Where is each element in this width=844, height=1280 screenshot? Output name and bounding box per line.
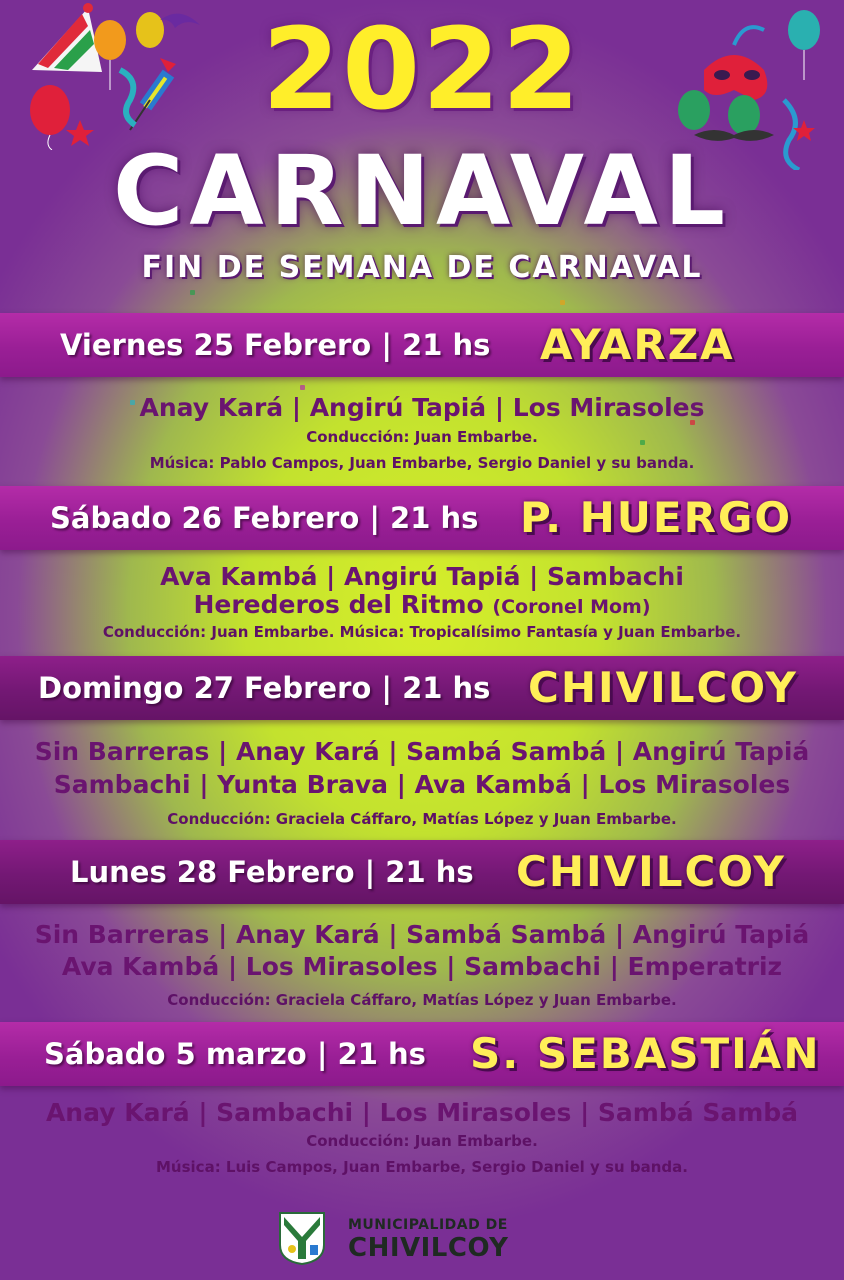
org-name: CHIVILCOY: [348, 1233, 509, 1263]
event-band-4: [0, 840, 844, 904]
event-host-3: Conducción: Graciela Cáffaro, Matías López y Juan Embarbe.: [167, 810, 677, 828]
event-host-5: Conducción: Juan Embarbe.: [306, 1132, 538, 1150]
event-date-1: Viernes 25 Febrero | 21 hs: [60, 328, 491, 362]
event-lineup-3b: Sambachi | Yunta Brava | Ava Kambá | Los Mirasoles: [53, 770, 791, 799]
event-place-3: CHIVILCOY: [528, 663, 798, 712]
event-lineup-3a: Sin Barreras | Anay Kará | Sambá Sambá | Angirú Tapiá: [34, 737, 810, 766]
event-place-1: AYARZA: [540, 320, 735, 369]
event-host-4: Conducción: Graciela Cáffaro, Matías López y Juan Embarbe.: [167, 991, 677, 1009]
event-band-2: [0, 486, 844, 550]
event-title: CARNAVAL: [112, 135, 732, 247]
event-band-1: [0, 313, 844, 377]
event-lineup-5: Anay Kará | Sambachi | Los Mirasoles | Sambá Sambá: [45, 1098, 799, 1127]
event-place-2: P. HUERGO: [520, 493, 793, 542]
event-music-1: Música: Pablo Campos, Juan Embarbe, Sergio Daniel y su banda.: [149, 454, 695, 472]
event-band-5: [0, 1022, 844, 1086]
event-subtitle: FIN DE SEMANA DE CARNAVAL: [141, 250, 703, 285]
municipal-logo: [278, 1211, 568, 1265]
event-lineup-4b: Ava Kambá | Los Mirasoles | Sambachi | Emperatriz: [61, 952, 783, 981]
event-date-2: Sábado 26 Febrero | 21 hs: [50, 501, 479, 535]
event-place-4: CHIVILCOY: [516, 847, 786, 896]
event-date-5: Sábado 5 marzo | 21 hs: [44, 1037, 426, 1071]
event-lineup-1: Anay Kará | Angirú Tapiá | Los Mirasoles: [139, 393, 705, 422]
event-place-5: S. SEBASTIÁN: [470, 1029, 821, 1078]
event-host-2: Conducción: Juan Embarbe. Música: Tropicalísimo Fantasía y Juan Embarbe.: [102, 623, 742, 641]
event-date-4: Lunes 28 Febrero | 21 hs: [70, 855, 474, 889]
event-band-3: [0, 656, 844, 720]
event-music-5: Música: Luis Campos, Juan Embarbe, Sergio Daniel y su banda.: [156, 1158, 688, 1176]
event-lineup-4a: Sin Barreras | Anay Kará | Sambá Sambá | Angirú Tapiá: [34, 920, 810, 949]
event-lineup-2: Ava Kambá | Angirú Tapiá | Sambachi: [160, 562, 684, 591]
event-date-3: Domingo 27 Febrero | 21 hs: [38, 671, 491, 705]
event-lineup-2b-origin: (Coronel Mom): [492, 596, 651, 618]
org-label: MUNICIPALIDAD DE: [348, 1217, 508, 1233]
event-lineup-2b: [0, 590, 844, 622]
event-lineup-2b-name: Herederos del Ritmo: [193, 590, 484, 619]
municipal-shield-icon: [278, 1211, 326, 1265]
event-host-1: Conducción: Juan Embarbe.: [306, 428, 538, 446]
event-year: 2022: [262, 5, 582, 135]
